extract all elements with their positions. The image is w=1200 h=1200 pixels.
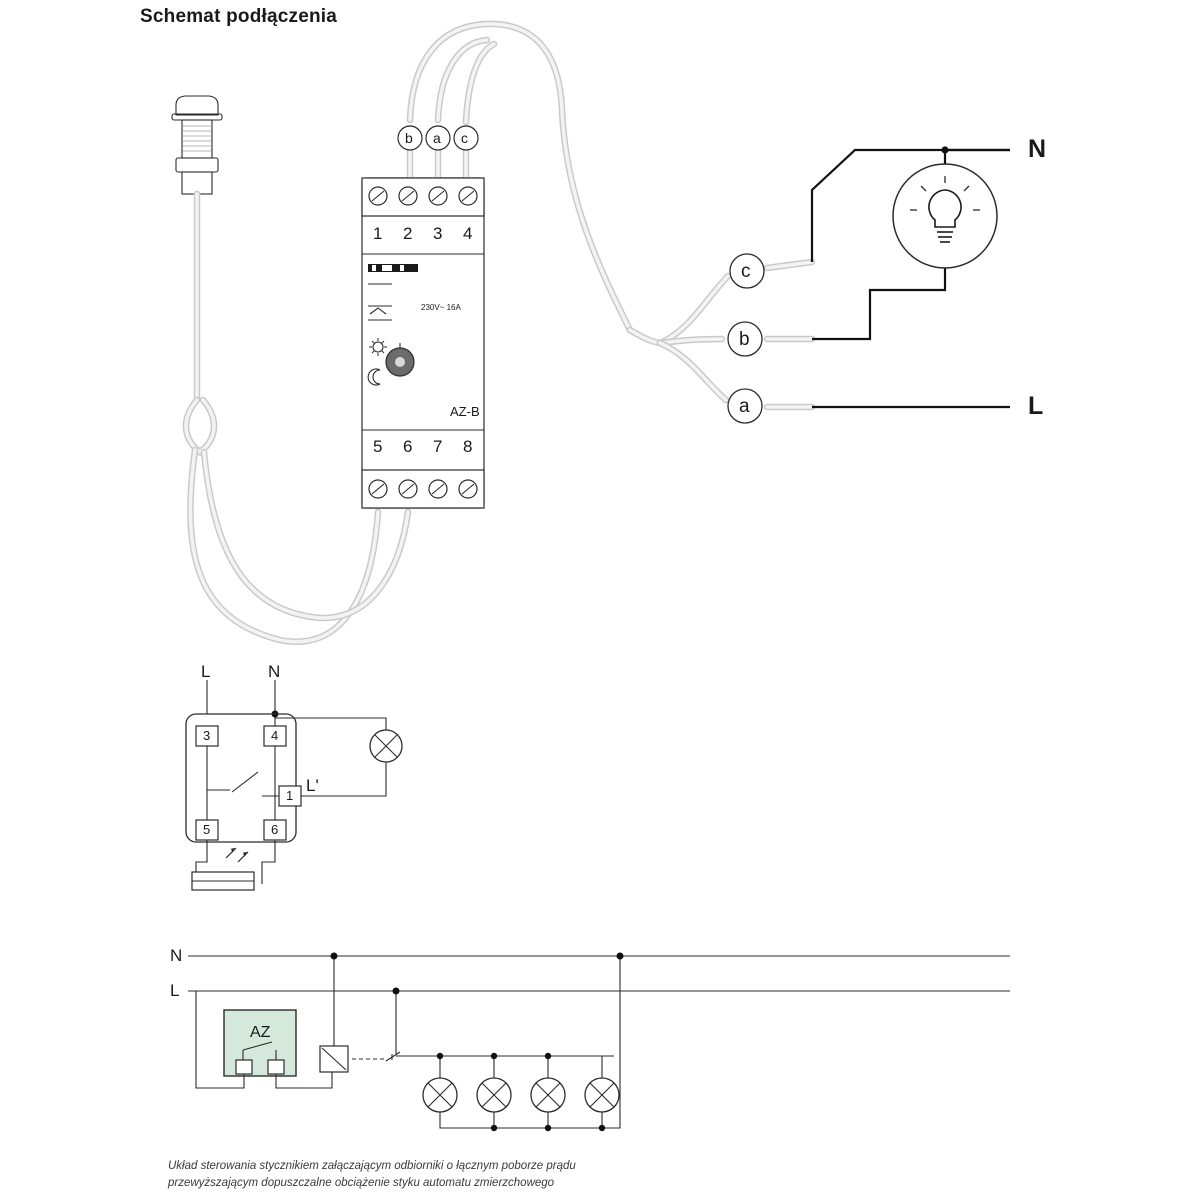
terminal-label-1: 1: [373, 224, 383, 243]
diagram-caption: [168, 1158, 788, 1191]
lamp-symbol: [477, 1078, 511, 1112]
terminal-label-6: 6: [403, 437, 413, 456]
mains-line-label: L: [1028, 392, 1044, 420]
terminal-label-4: 4: [463, 224, 473, 243]
middle-output-label: L': [306, 776, 319, 795]
az-module-label: AZ: [250, 1024, 271, 1041]
terminal-label-3: 3: [433, 224, 443, 243]
middle-terminal-4: 4: [271, 728, 279, 743]
middle-terminal-6: 6: [271, 822, 279, 837]
middle-supply-line-label: L: [201, 662, 211, 681]
device-model-label: AZ-B: [450, 404, 480, 419]
wire-marker-a-label: a: [433, 130, 441, 146]
middle-terminal-5: 5: [203, 822, 211, 837]
bottom-bus-line-label: L: [170, 981, 180, 1000]
caption-line-1: Układ sterowania stycznikiem załączającym odbiorniki o łącznym poborze prądu: [168, 1160, 576, 1172]
page-title: Schemat podłączenia: [140, 6, 338, 27]
wire-marker-right-a-label: a: [739, 396, 750, 417]
middle-terminal-3: 3: [203, 728, 211, 743]
lamp-symbol: [531, 1078, 565, 1112]
terminal-label-8: 8: [463, 437, 473, 456]
wire-marker-right-b-label: b: [739, 329, 750, 350]
lamp-symbol: [423, 1078, 457, 1112]
mains-neutral-label: N: [1028, 135, 1047, 163]
lamp-symbol: [585, 1078, 619, 1112]
bottom-bus-neutral-label: N: [170, 946, 183, 965]
wire-marker-b-label: b: [405, 130, 413, 146]
contactor-circuit-diagram: [188, 953, 1010, 1132]
middle-terminal-1: 1: [286, 788, 294, 803]
lamp-circuit-top: [812, 146, 1010, 407]
terminal-label-5: 5: [373, 437, 383, 456]
wire-marker-right-c-label: c: [741, 261, 751, 282]
caption-line-2: przewyższającym dopuszczalne obciążenie styku automatu zmierzchowego: [168, 1176, 555, 1189]
wire-marker-c-label: c: [461, 130, 468, 146]
middle-supply-neutral-label: N: [268, 662, 281, 681]
right-wire-harness: [630, 262, 812, 407]
middle-terminal-diagram: [186, 680, 402, 890]
device-rating-label: 230V~ 16A: [421, 303, 461, 312]
terminal-label-7: 7: [433, 437, 443, 456]
terminal-label-2: 2: [403, 224, 413, 243]
